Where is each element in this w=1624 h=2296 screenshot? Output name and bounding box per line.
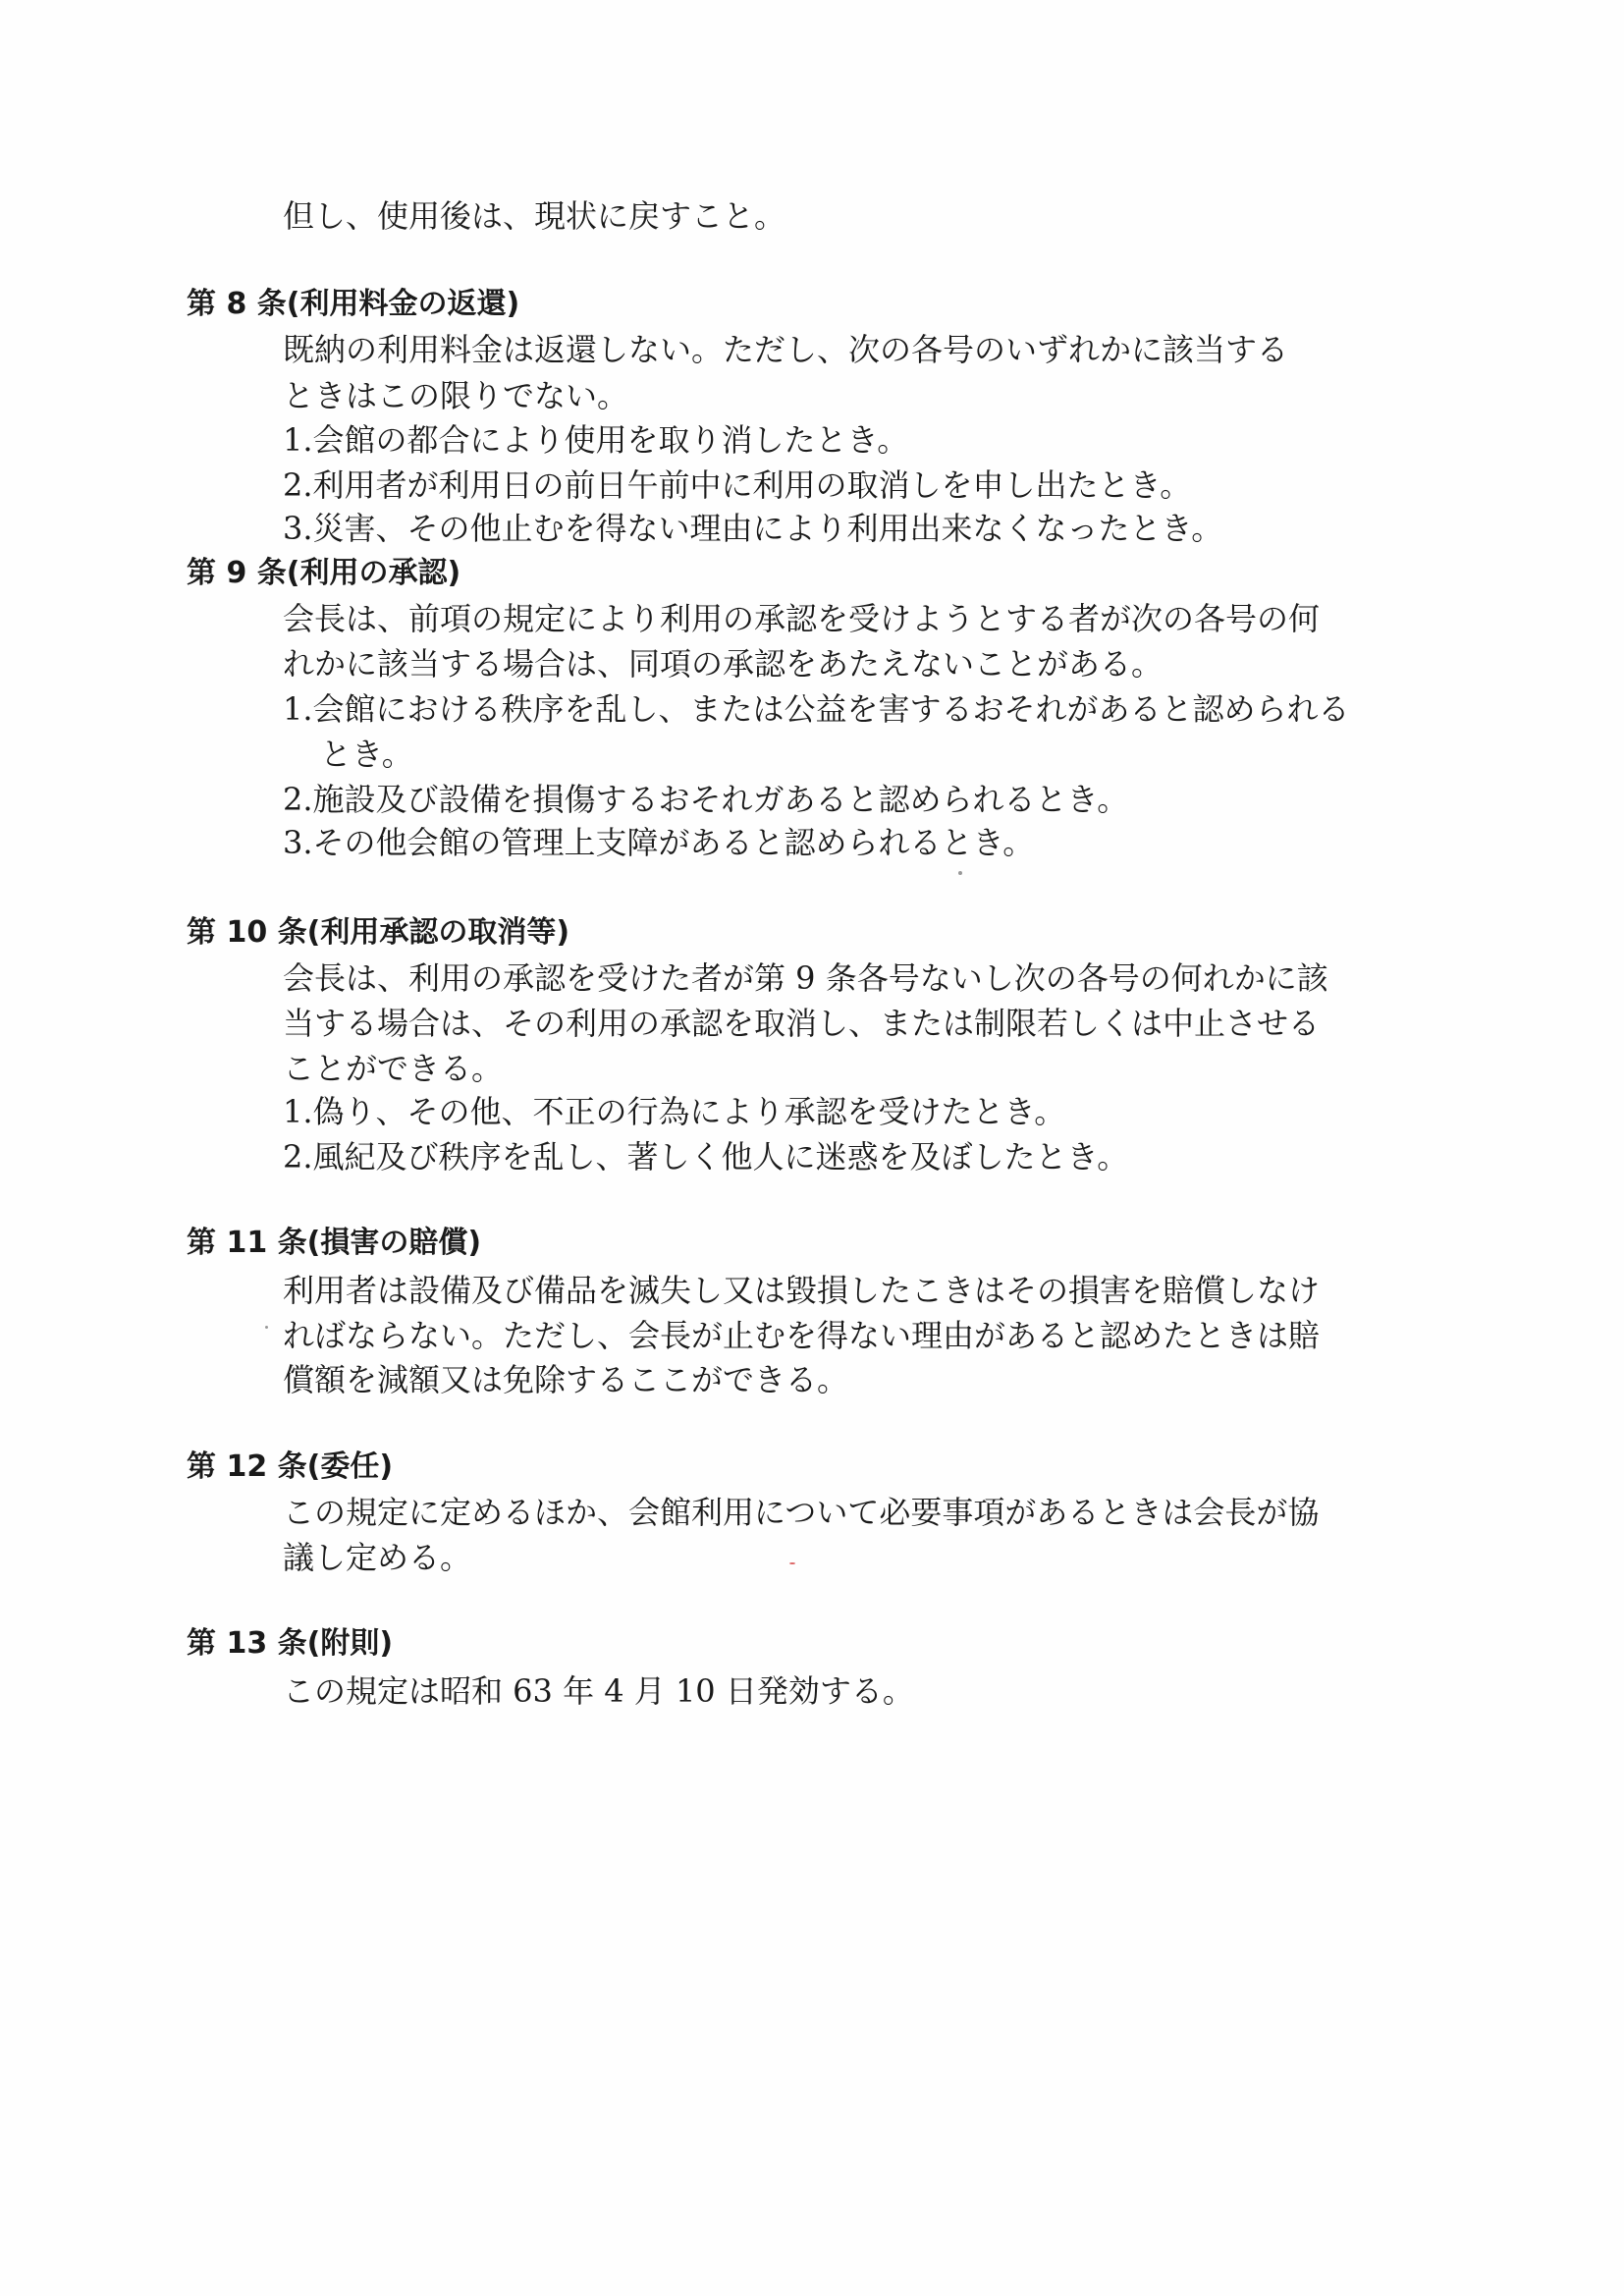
article-8-item-3: 3.災害、その他止むを得ない理由により利用出来なくなったとき。 [283, 510, 1223, 547]
article-8-body-line-1: 既納の利用料金は返還しない。ただし、次の各号のいずれかに該当する [283, 331, 1289, 368]
article-8-item-2: 2.利用者が利用日の前日午前中に利用の取消しを申し出たとき。 [283, 466, 1192, 504]
article-8-body-line-2: ときはこの限りでない。 [283, 377, 629, 414]
article-10-body-line-1: 会長は、利用の承認を受けた者が第 9 条各号ないし次の各号の何れかに該 [283, 959, 1328, 997]
article-11-body-line-2: ればならない。ただし、会長が止むを得ない理由があると認めたときは賠 [283, 1317, 1321, 1354]
article-9-heading: 第 9 条(利用の承認) [187, 556, 461, 590]
article-11-heading: 第 11 条(損害の賠償) [187, 1226, 482, 1260]
scan-speck [958, 871, 962, 875]
article-13-body-line-1: この規定は昭和 63 年 4 月 10 日発効する。 [283, 1672, 914, 1710]
intro-line: 但し、使用後は、現状に戻すこと。 [283, 197, 786, 235]
article-9-item-1-continuation: とき。 [320, 736, 413, 773]
article-11-body-line-1: 利用者は設備及び備品を滅失し又は毀損したこきはその損害を賠償しなけ [283, 1272, 1321, 1309]
article-10-item-1: 1.偽り、その他、不正の行為により承認を受けたとき。 [283, 1093, 1066, 1130]
article-10-item-2: 2.風紀及び秩序を乱し、著しく他人に迷惑を及ぼしたとき。 [283, 1138, 1129, 1175]
article-9-item-2: 2.施設及び設備を損傷するおそれガあると認められるとき。 [283, 781, 1129, 818]
article-10-heading: 第 10 条(利用承認の取消等) [187, 915, 570, 950]
scan-speck [265, 1326, 268, 1329]
article-9-body-line-1: 会長は、前項の規定により利用の承認を受けようとする者が次の各号の何 [283, 600, 1321, 637]
article-11-body-line-3: 償額を減額又は免除するここができる。 [283, 1361, 849, 1398]
article-9-body-line-2: れかに該当する場合は、同項の承認をあたえないことがある。 [283, 645, 1164, 683]
article-10-body-line-2: 当する場合は、その利用の承認を取消し、または制限若しくは中止させる [283, 1005, 1321, 1042]
article-12-body-line-1: この規定に定めるほか、会館利用について必要事項があるときは会長が協 [283, 1494, 1320, 1531]
article-12-heading: 第 12 条(委任) [187, 1449, 394, 1484]
article-9-item-3: 3.その他会館の管理上支障があると認められるとき。 [283, 824, 1035, 861]
article-12-body-line-2: 議し定める。 [283, 1539, 472, 1576]
article-9-item-1: 1.会館における秩序を乱し、または公益を害するおそれがあると認められる [283, 690, 1350, 728]
article-13-heading: 第 13 条(附則) [187, 1626, 394, 1661]
article-10-body-line-3: ことができる。 [283, 1050, 504, 1087]
article-8-heading: 第 8 条(利用料金の返還) [187, 287, 520, 321]
article-8-item-1: 1.会館の都合により使用を取り消したとき。 [283, 421, 909, 459]
scan-speck [789, 1562, 795, 1564]
